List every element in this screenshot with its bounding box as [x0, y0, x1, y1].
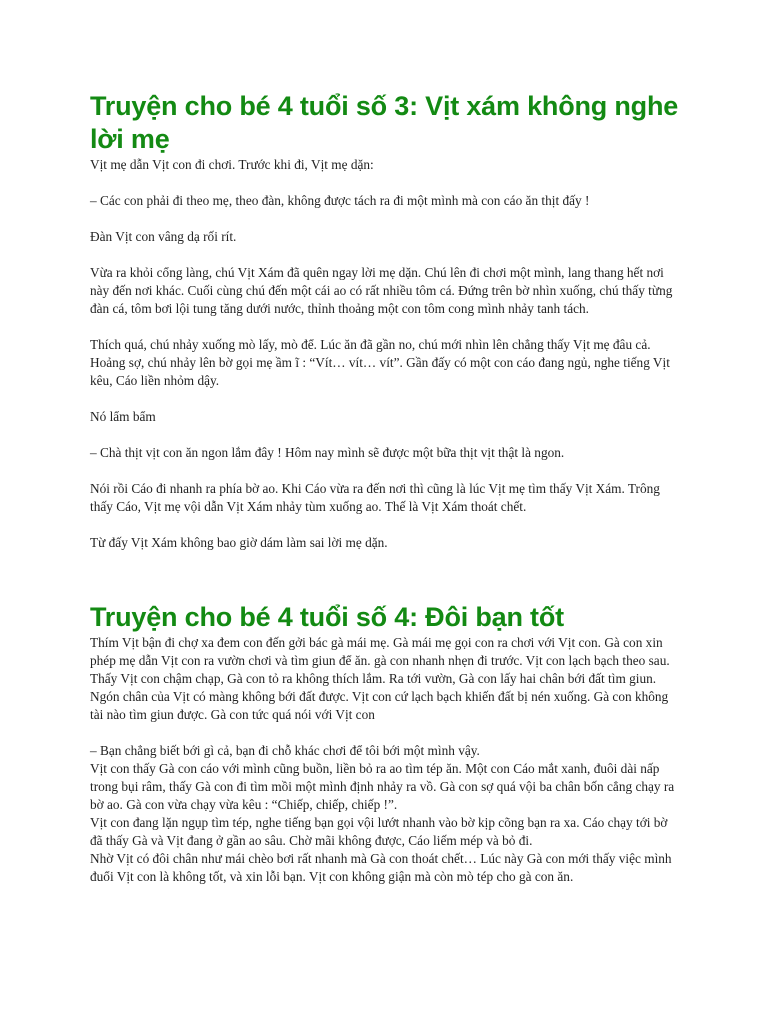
- story-paragraph: – Bạn chẳng biết bới gì cả, bạn đi chỗ khác chơi để tôi bới một mình vậy.: [90, 743, 480, 758]
- story-title: Truyện cho bé 4 tuổi số 3: Vịt xám không nghe lời mẹ: [90, 91, 679, 154]
- story-section-4: [90, 601, 680, 886]
- story-section-3: [90, 90, 680, 552]
- story-title: Truyện cho bé 4 tuổi số 4: Đôi bạn tốt: [90, 602, 564, 632]
- story-paragraph: Thích quá, chú nhảy xuống mò lấy, mò để. Lúc ăn đã gần no, chú mới nhìn lên chẳng thấy Vịt mẹ đâu cả. Hoảng sợ, chú nhảy lên bờ gọi mẹ ầm ĩ : “Vít… vít… vít”. Gần đấy có một con cáo đang ngủ, nghe tiếng Vịt kêu, Cáo liền nhỏm dậy.: [90, 337, 670, 388]
- story-paragraph: – Các con phải đi theo mẹ, theo đàn, không được tách ra đi một mình mà con cáo ăn thịt đấy !: [90, 193, 590, 208]
- story-paragraph: Vịt con thấy Gà con cáo với mình cũng buồn, liền bỏ ra ao tìm tép ăn. Một con Cáo mắt xanh, đuôi dài nấp trong bụi râm, thấy Gà con đi tìm mồi một mình định nhảy ra vồ. Gà con sợ quá vội ba chân bốn cẳng chạy ra bờ ao. Gà con vừa chạy vừa kêu : “Chiếp, chiếp, chiếp !”.: [90, 761, 675, 812]
- story-paragraph: Vịt con đang lặn ngụp tìm tép, nghe tiếng bạn gọi vội lướt nhanh vào bờ kịp cõng bạn ra xa. Cáo chạy tới bờ đã thấy Gà và Vịt đang ở gần ao sâu. Chờ mãi không được, Cáo liếm mép và bỏ đi.: [90, 815, 668, 848]
- story-paragraph: Nhờ Vịt có đôi chân như mái chèo bơi rất nhanh mà Gà con thoát chết… Lúc này Gà con mới thấy việc mình đuổi Vịt con là không tốt, và xin lỗi bạn. Vịt con không giận mà còn mò tép cho gà con ăn.: [90, 851, 672, 884]
- story-paragraph: – Chà thịt vịt con ăn ngon lắm đây ! Hôm nay mình sẽ được một bữa thịt vịt thật là ngon.: [90, 445, 565, 460]
- story-paragraph: Vừa ra khỏi cổng làng, chú Vịt Xám đã quên ngay lời mẹ dặn. Chú lên đi chơi một mình, lang thang hết nơi này đến nơi khác. Cuối cùng chú đến một cái ao có rất nhiều tôm cá. Đứng trên bờ nhìn xuống, chú thấy từng đàn cá, tôm bơi lội tung tăng dưới nước, thỉnh thoảng một con tôm cong mình nhảy tanh tách.: [90, 265, 673, 316]
- story-paragraph: Từ đấy Vịt Xám không bao giờ dám làm sai lời mẹ dặn.: [90, 535, 388, 550]
- story-paragraph: Vịt mẹ dẫn Vịt con đi chơi. Trước khi đi, Vịt mẹ dặn:: [90, 157, 374, 172]
- story-paragraph: Thím Vịt bận đi chợ xa đem con đến gởi bác gà mái mẹ. Gà mái mẹ gọi con ra chơi với Vịt con. Gà con xin phép mẹ dẫn Vịt con ra vườn chơi và tìm giun để ăn. gà con nhanh nhẹn đi trước. Vịt con lạch bạch theo sau.: [90, 635, 670, 668]
- story-paragraph: Thấy Vịt con chậm chạp, Gà con tỏ ra không thích lắm. Ra tới vườn, Gà con lấy hai chân bới đất tìm giun. Ngón chân của Vịt có màng không bới đất được. Vịt con cứ lạch bạch khiến đất bị nén xuống. Gà con không tài nào tìm giun được. Gà con tức quá nói với Vịt con: [90, 671, 669, 722]
- story-paragraph: Nó lẩm bẩm: [90, 409, 156, 424]
- story-paragraph: Nói rồi Cáo đi nhanh ra phía bờ ao. Khi Cáo vừa ra đến nơi thì cũng là lúc Vịt mẹ tìm thấy Vịt Xám. Trông thấy Cáo, Vịt mẹ vội dẫn Vịt Xám nhảy tùm xuống ao. Thế là Vịt Xám thoát chết.: [90, 481, 660, 514]
- story-paragraph: Đàn Vịt con vâng dạ rối rít.: [90, 229, 237, 244]
